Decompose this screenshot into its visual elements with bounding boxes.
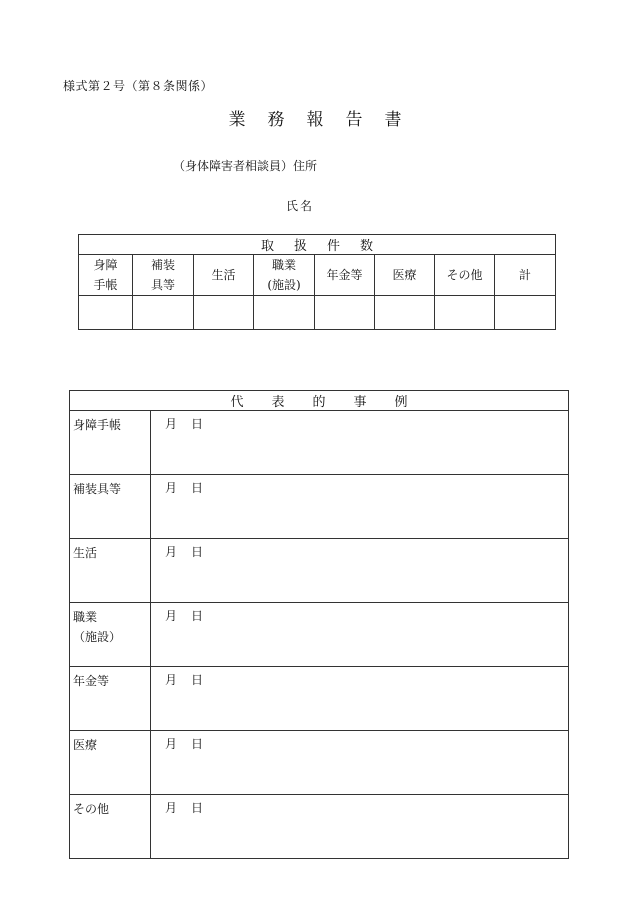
day-label: 日 — [191, 673, 204, 687]
month-label: 月 — [165, 417, 178, 431]
day-label: 日 — [191, 417, 204, 431]
example-row — [70, 411, 569, 475]
example-entry-cell[interactable] — [151, 603, 569, 667]
example-category — [70, 795, 151, 859]
example-row — [70, 603, 569, 667]
count-input-cell[interactable] — [194, 296, 254, 330]
count-input-cell[interactable] — [435, 296, 495, 330]
count-column-label-line1: 職業 — [271, 258, 296, 272]
example-category-label: 年金等 — [73, 674, 110, 688]
example-entry-cell[interactable] — [151, 667, 569, 731]
count-column-header — [133, 255, 194, 296]
counts-table — [78, 234, 556, 330]
example-entry-cell[interactable] — [151, 731, 569, 795]
example-category-label: 医療 — [73, 738, 98, 752]
count-input-cell[interactable] — [79, 296, 133, 330]
address-label: （身体障害者相談員）住所 — [173, 159, 318, 173]
page-title: 業務報告書 — [228, 110, 424, 130]
example-entry-cell[interactable] — [151, 475, 569, 539]
example-row — [70, 539, 569, 603]
form-number: 様式第２号（第８条関係） — [63, 79, 214, 93]
day-label: 日 — [191, 481, 204, 495]
example-category-sublabel: （施設） — [73, 630, 122, 644]
count-column-label-line1: 医療 — [392, 268, 417, 282]
example-date — [165, 735, 568, 752]
count-column-label-line2: 具等 — [150, 278, 175, 292]
count-column-label-line2: 手帳 — [93, 278, 118, 292]
example-category-label: 生活 — [73, 546, 98, 560]
month-label: 月 — [165, 481, 178, 495]
count-column-label-line1: 補装 — [150, 258, 175, 272]
month-label: 月 — [165, 801, 178, 815]
count-column-label-line1: 身障 — [93, 258, 118, 272]
count-column-label-line1: 生活 — [211, 268, 236, 282]
count-input-cell[interactable] — [254, 296, 315, 330]
example-date — [165, 415, 568, 432]
count-column-header — [254, 255, 315, 296]
day-label: 日 — [191, 737, 204, 751]
count-input-cell[interactable] — [375, 296, 435, 330]
name-label: 氏名 — [286, 199, 315, 213]
example-entry-cell[interactable] — [151, 411, 569, 475]
count-input-cell[interactable] — [495, 296, 556, 330]
example-category — [70, 731, 151, 795]
month-label: 月 — [165, 545, 178, 559]
month-label: 月 — [165, 609, 178, 623]
count-column-label-line1: 計 — [519, 268, 532, 282]
example-date — [165, 479, 568, 496]
example-category — [70, 667, 151, 731]
month-label: 月 — [165, 737, 178, 751]
example-category-label: その他 — [73, 802, 110, 816]
example-date — [165, 543, 568, 560]
count-column-header — [435, 255, 495, 296]
example-date — [165, 671, 568, 688]
count-column-header — [375, 255, 435, 296]
counts-table-header: 取扱件数 — [79, 235, 556, 255]
count-column-header — [194, 255, 254, 296]
example-category-label: 身障手帳 — [73, 418, 122, 432]
example-row — [70, 795, 569, 859]
example-category-label: 補装具等 — [73, 482, 122, 496]
count-column-label-line2: (施設) — [267, 278, 301, 292]
count-column-label-line1: 年金等 — [326, 268, 363, 282]
day-label: 日 — [191, 801, 204, 815]
example-date — [165, 607, 568, 624]
count-input-cell[interactable] — [315, 296, 375, 330]
day-label: 日 — [191, 609, 204, 623]
example-row — [70, 731, 569, 795]
example-row — [70, 475, 569, 539]
example-entry-cell[interactable] — [151, 795, 569, 859]
count-column-header — [79, 255, 133, 296]
example-entry-cell[interactable] — [151, 539, 569, 603]
example-date — [165, 799, 568, 816]
month-label: 月 — [165, 673, 178, 687]
example-row — [70, 667, 569, 731]
example-category — [70, 539, 151, 603]
count-column-header — [315, 255, 375, 296]
example-category — [70, 411, 151, 475]
examples-table-header: 代表的事例 — [70, 391, 569, 411]
example-category — [70, 603, 151, 667]
example-category — [70, 475, 151, 539]
examples-table — [69, 390, 569, 859]
count-column-header — [495, 255, 556, 296]
day-label: 日 — [191, 545, 204, 559]
count-input-cell[interactable] — [133, 296, 194, 330]
example-category-label: 職業 — [73, 610, 98, 624]
count-column-label-line1: その他 — [446, 268, 483, 282]
